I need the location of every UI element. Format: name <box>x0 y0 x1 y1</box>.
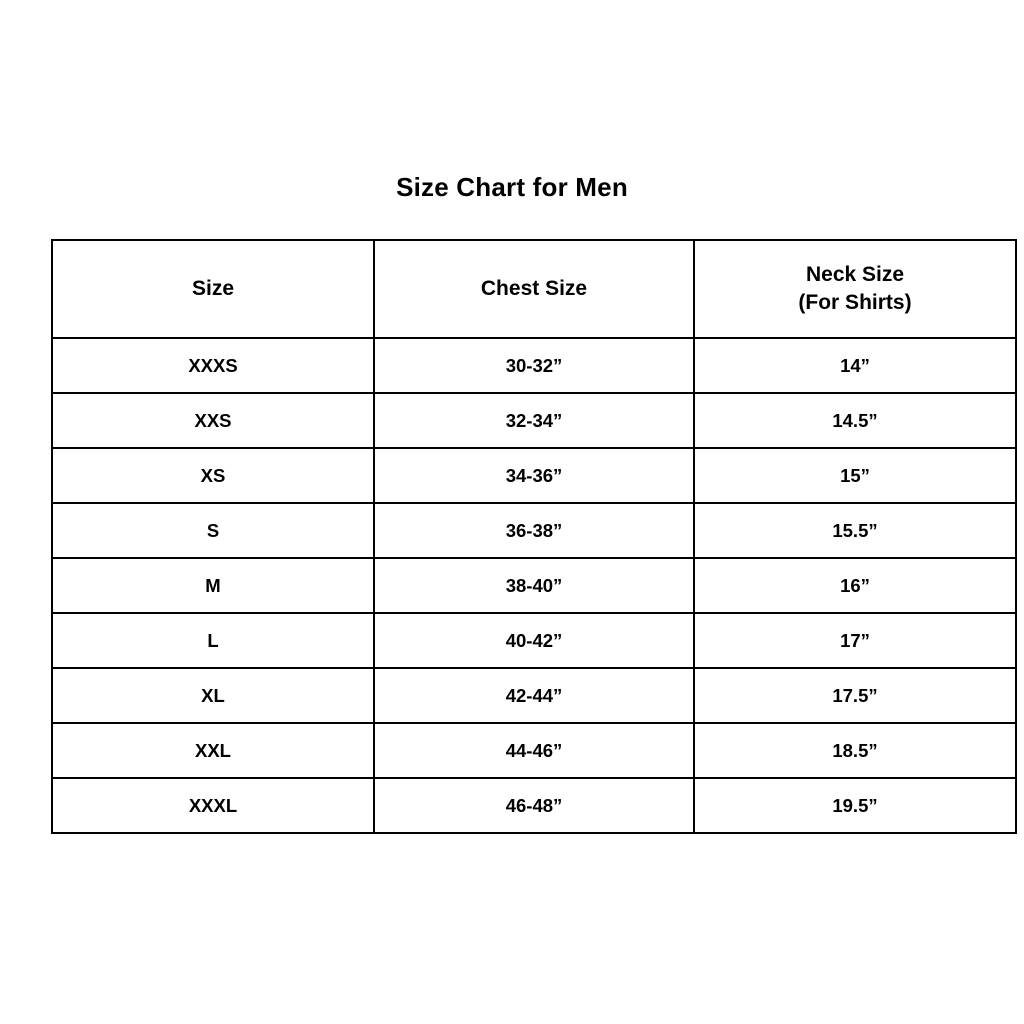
cell-size: S <box>52 503 374 558</box>
table-header <box>52 240 1016 338</box>
cell-neck: 14” <box>694 338 1016 393</box>
cell-chest: 42-44” <box>374 668 694 723</box>
cell-size: L <box>52 613 374 668</box>
size-chart-table-wrapper <box>51 239 973 834</box>
cell-chest: 38-40” <box>374 558 694 613</box>
cell-size: XXXL <box>52 778 374 833</box>
cell-neck: 14.5” <box>694 393 1016 448</box>
size-chart-table <box>51 239 1017 834</box>
column-header-chest-label: Chest Size <box>480 276 588 300</box>
cell-chest: 34-36” <box>374 448 694 503</box>
table-row <box>52 778 1016 833</box>
cell-size: XS <box>52 448 374 503</box>
cell-neck: 18.5” <box>694 723 1016 778</box>
cell-neck: 17.5” <box>694 668 1016 723</box>
table-row <box>52 668 1016 723</box>
table-row <box>52 723 1016 778</box>
cell-neck: 19.5” <box>694 778 1016 833</box>
column-header-neck-label: Neck Size <box>805 262 905 286</box>
table-body <box>52 338 1016 833</box>
cell-chest: 46-48” <box>374 778 694 833</box>
cell-size: XXL <box>52 723 374 778</box>
cell-neck: 16” <box>694 558 1016 613</box>
column-header-chest <box>374 240 694 338</box>
cell-size: XXS <box>52 393 374 448</box>
table-row <box>52 393 1016 448</box>
table-row <box>52 613 1016 668</box>
cell-chest: 44-46” <box>374 723 694 778</box>
column-header-neck <box>694 240 1016 338</box>
cell-size: XL <box>52 668 374 723</box>
column-header-size-label: Size <box>191 276 235 300</box>
cell-size: M <box>52 558 374 613</box>
table-row <box>52 503 1016 558</box>
cell-chest: 32-34” <box>374 393 694 448</box>
column-header-neck-sublabel: (For Shirts) <box>798 291 912 314</box>
cell-size: XXXS <box>52 338 374 393</box>
table-row <box>52 448 1016 503</box>
table-row <box>52 338 1016 393</box>
column-header-size <box>52 240 374 338</box>
cell-neck: 15.5” <box>694 503 1016 558</box>
table-row <box>52 558 1016 613</box>
table-header-row <box>52 240 1016 338</box>
cell-chest: 30-32” <box>374 338 694 393</box>
cell-chest: 36-38” <box>374 503 694 558</box>
cell-neck: 17” <box>694 613 1016 668</box>
page-title: Size Chart for Men <box>396 172 628 202</box>
cell-chest: 40-42” <box>374 613 694 668</box>
cell-neck: 15” <box>694 448 1016 503</box>
